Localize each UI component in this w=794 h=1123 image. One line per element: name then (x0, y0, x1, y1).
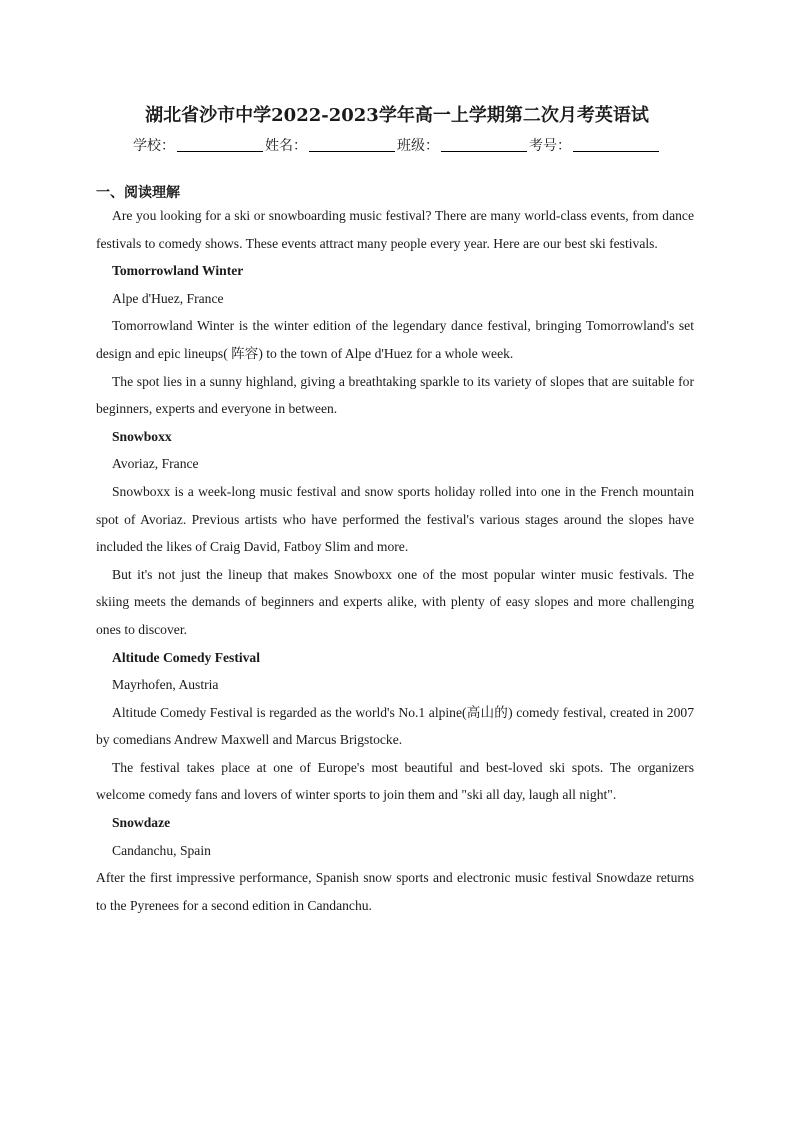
festival-location: Mayrhofen, Austria (112, 677, 219, 693)
exam-title: 湖北省沙市中学2022-2023学年高一上学期第二次月考英语试 (145, 105, 649, 126)
festival-location: Avoriaz, France (112, 456, 199, 472)
number-blank (573, 137, 659, 152)
number-label: 考号： (529, 138, 571, 154)
school-label: 学校： (133, 138, 175, 154)
intro-paragraph: Are you looking for a ski or snowboarding music festival? There are many world-class events, from dance festivals to comedy shows. These events attract many people every year. Here are our best ski festivals. (96, 208, 694, 251)
festival-paragraph: The festival takes place at one of Europe's most beautiful and best-loved ski spots. The organizers welcome comedy fans and lovers of winter sports to join them and "ski all day, laugh all night". (96, 759, 694, 803)
name-label: 姓名： (265, 138, 307, 154)
reading-passage (96, 202, 694, 919)
festival-location: Candanchu, Spain (112, 842, 211, 858)
festival-paragraph: The spot lies in a sunny highland, giving a breathtaking sparkle to its variety of slopes that are suitable for beginners, experts and everyone in between. (96, 373, 694, 417)
festival-paragraph: But it's not just the lineup that makes Snowboxx one of the most popular winter music festivals. The skiing meets the demands of beginners and experts alike, with plenty of easy slopes and more challenging ones to discover. (96, 566, 694, 637)
festival-heading: Tomorrowland Winter (112, 263, 244, 279)
festival-heading: Snowdaze (112, 815, 171, 831)
festival-paragraph: Snowboxx is a week-long music festival and snow sports holiday rolled into one in the French mountain spot of Avoriaz. Previous artists who have performed the festival's various stages around the slopes have included the likes of Craig David, Fatboy Slim and more. (96, 483, 694, 555)
festival-paragraph: Altitude Comedy Festival is regarded as the world's No.1 alpine(高山的) comedy festival, created in 2007 by comedians Andrew Maxwell and Marcus Brigstocke. (96, 704, 694, 748)
class-blank (441, 137, 527, 152)
festival-heading: Altitude Comedy Festival (112, 649, 261, 665)
festival-location: Alpe d'Huez, France (112, 290, 224, 306)
festival-paragraph: After the first impressive performance, Spanish snow sports and electronic music festival Snowdaze returns to the Pyrenees for a second edition in Candanchu. (96, 870, 694, 913)
name-blank (309, 137, 395, 152)
student-info-line (0, 135, 794, 155)
festival-heading: Snowboxx (112, 428, 172, 444)
school-blank (177, 137, 263, 152)
class-label: 班级： (397, 138, 439, 154)
section-title: 一、阅读理解 (96, 185, 180, 201)
festival-paragraph: Tomorrowland Winter is the winter edition of the legendary dance festival, bringing Tomorrowland's set design and epic lineups( 阵容) to the town of Alpe d'Huez for a whole week. (96, 318, 694, 361)
